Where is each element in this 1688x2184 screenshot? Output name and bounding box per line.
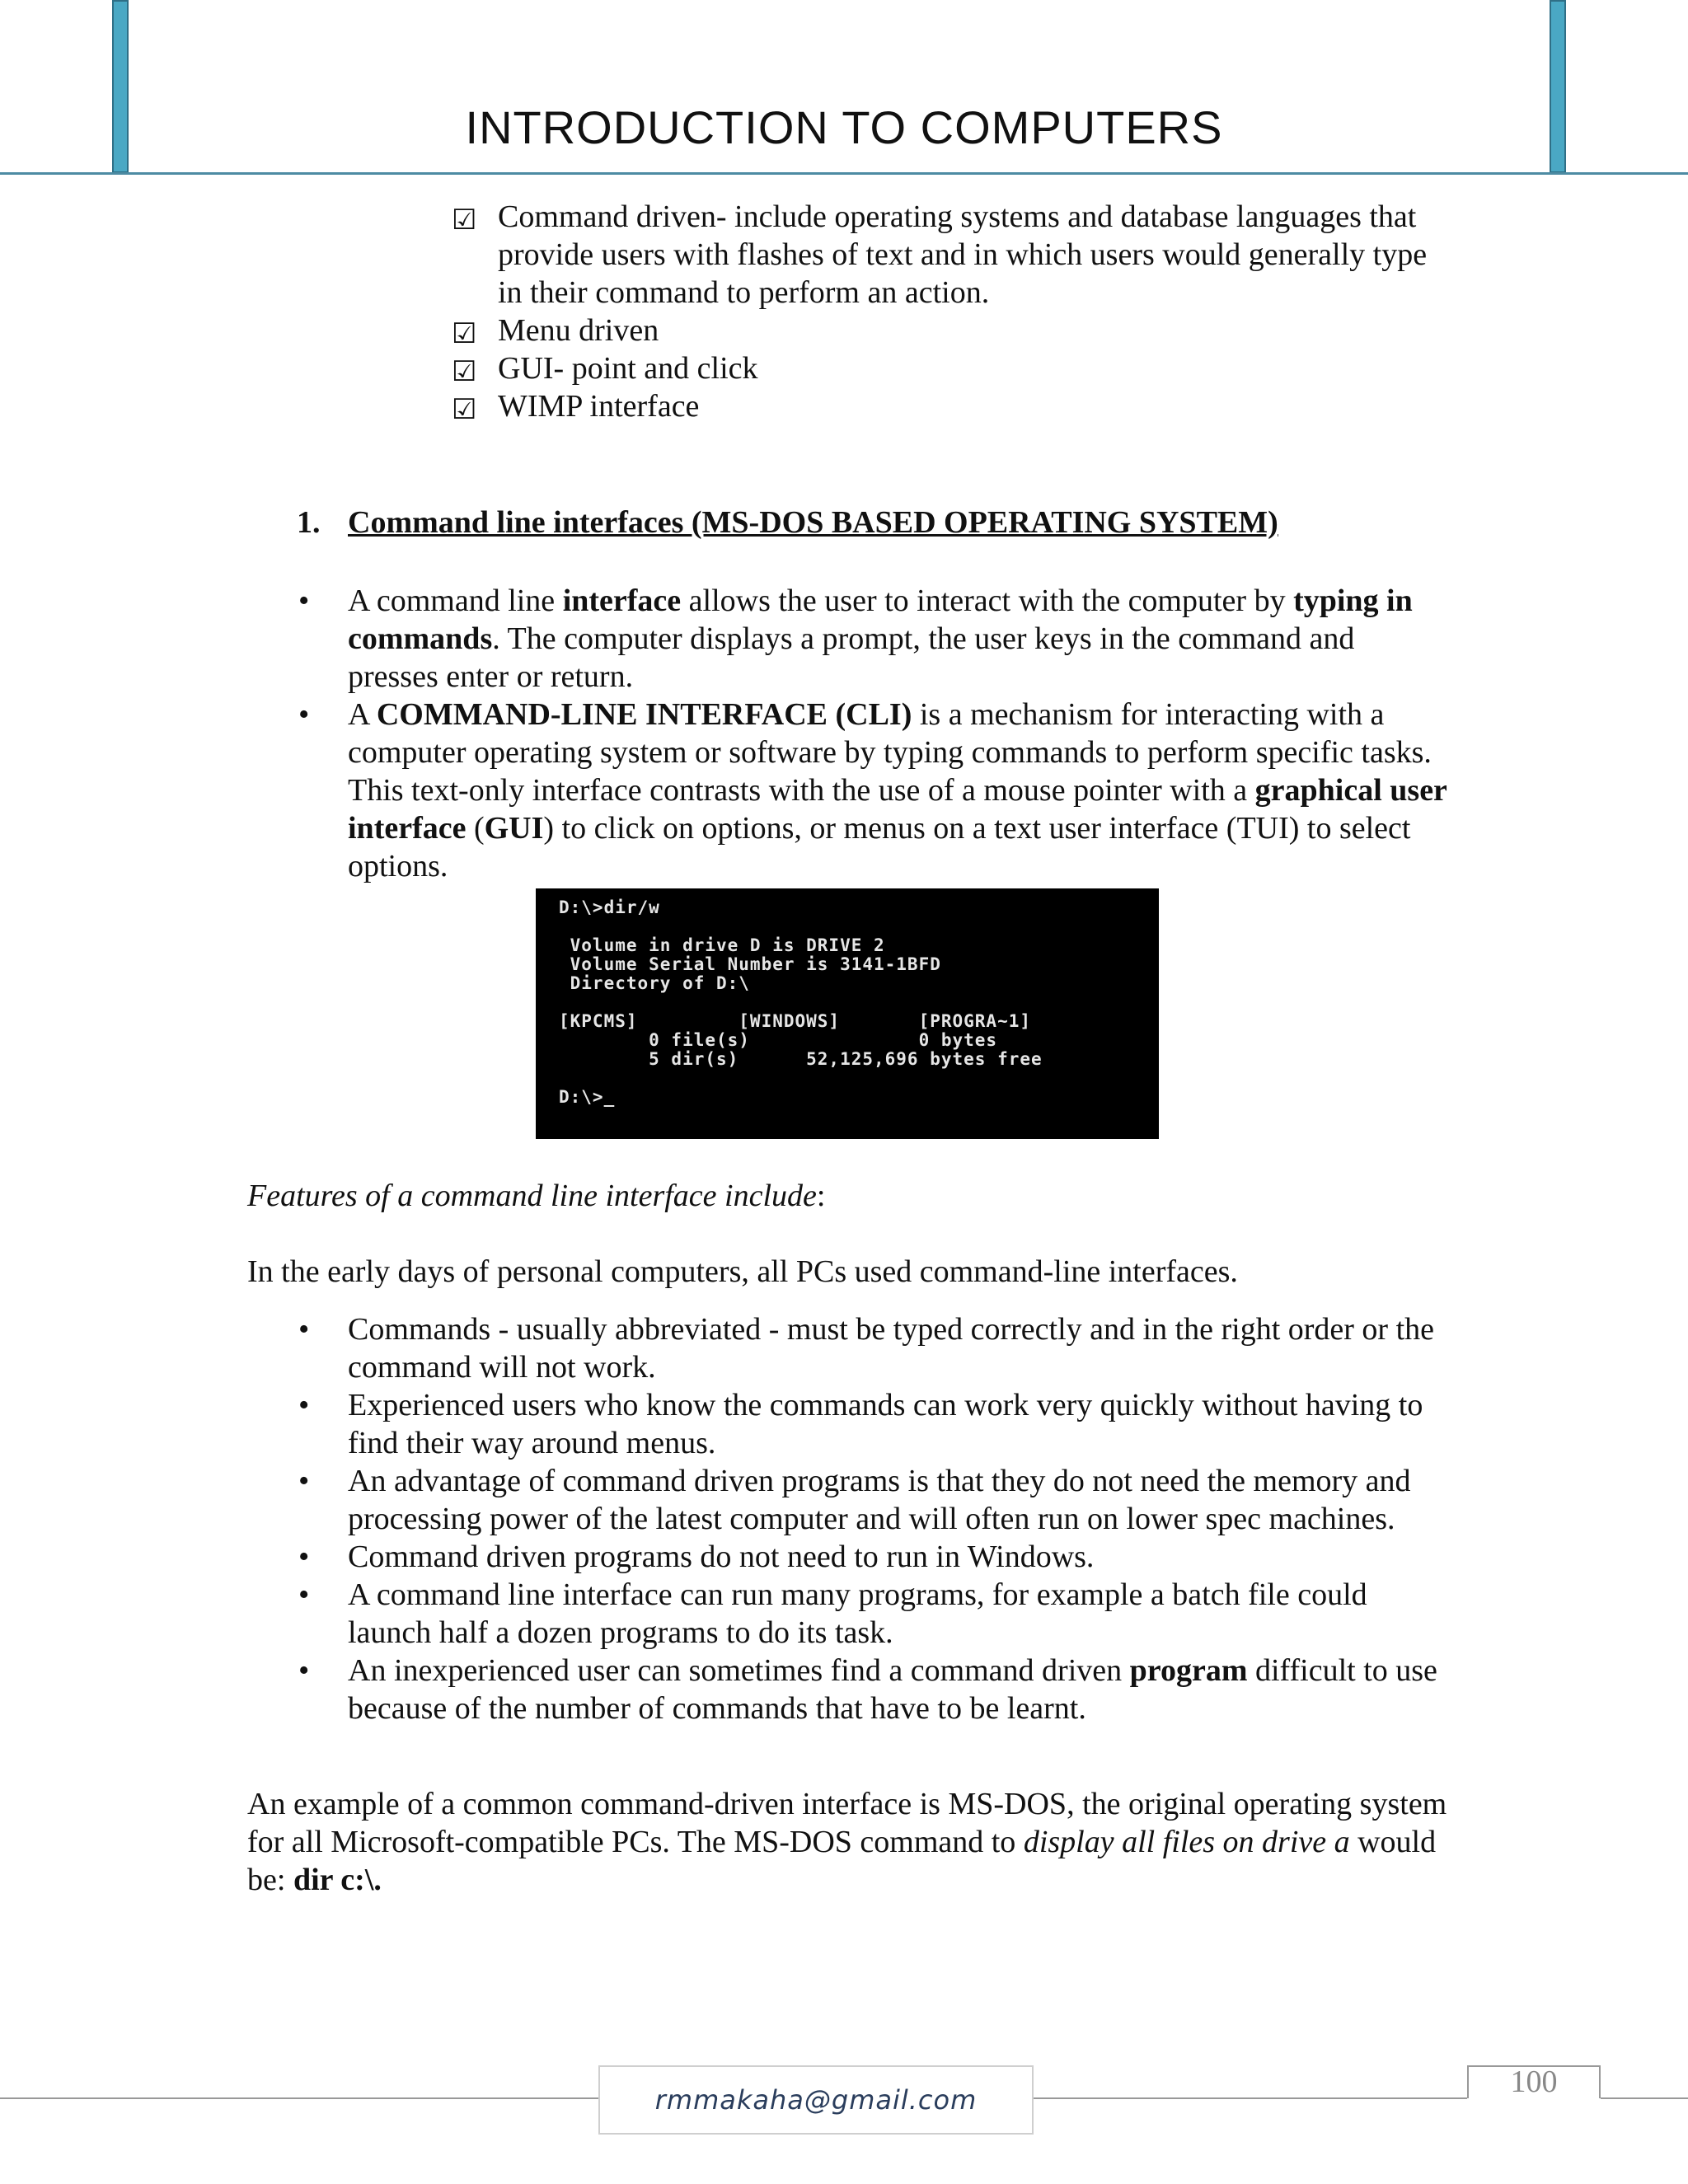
list-item: • Experienced users who know the commands can work very quickly without having to find their way around menus. bbox=[298, 1388, 1423, 1460]
checklist-item: ☑ Command driven- include operating systems and database languages that provide users with flashes of text and in which users would generally type in their command to perform an action. bbox=[452, 199, 1428, 310]
footer-rule-right bbox=[1601, 2097, 1688, 2099]
ms-dos-terminal-screenshot bbox=[536, 888, 1159, 1139]
list-item: • A command line interface allows the user to interact with the computer by typing in commands. The computer displays a prompt, the user keys in the command and presses enter or return. bbox=[298, 583, 1413, 694]
cli-description-list bbox=[298, 582, 1452, 885]
early-days-paragraph: In the early days of personal computers, all PCs used command-line interfaces. bbox=[247, 1254, 1238, 1289]
footer-rule-middle bbox=[1034, 2097, 1467, 2099]
list-item: • A COMMAND-LINE INTERFACE (CLI) is a mechanism for interacting with a computer operating system or software by typing commands to perform specific tasks. This text-only interface contrasts with the use of a mouse pointer with a graphical user interface (GUI) to click on options, or menus on a text user interface (TUI) to select options. bbox=[298, 697, 1447, 883]
section-title: Command line interfaces (MS-DOS BASED OPERATING SYSTEM) bbox=[348, 505, 1278, 540]
checklist-item: ☑ WIMP interface bbox=[452, 387, 1441, 425]
bullet-icon: • bbox=[298, 1388, 310, 1422]
features-list bbox=[298, 1310, 1452, 1727]
checkbox-checked-icon: ☑ bbox=[452, 355, 477, 388]
list-item: • A command line interface can run many programs, for example a batch file could launch half a dozen programs to do its task. bbox=[298, 1577, 1367, 1650]
ms-dos-example-paragraph: An example of a common command-driven interface is MS-DOS, the original operating system for all Microsoft-compatible PCs. The MS-DOS command to display all files on drive a would be: dir c:\. bbox=[247, 1787, 1447, 1897]
checklist-item: ☑ GUI- point and click bbox=[452, 349, 1441, 387]
checkbox-checked-icon: ☑ bbox=[452, 204, 477, 237]
page-number: 100 bbox=[1510, 2064, 1558, 2099]
checkbox-checked-icon: ☑ bbox=[452, 317, 477, 350]
checkbox-checked-icon: ☑ bbox=[452, 393, 477, 426]
footer-rule-left bbox=[0, 2097, 598, 2099]
bullet-icon: • bbox=[298, 1464, 310, 1498]
features-heading: Features of a command line interface include: bbox=[247, 1179, 826, 1213]
section-number: 1. bbox=[297, 505, 321, 540]
list-item: • Command driven programs do not need to run in Windows. bbox=[298, 1540, 1095, 1574]
bullet-icon: • bbox=[298, 1540, 310, 1574]
bullet-icon: • bbox=[298, 1577, 310, 1612]
footer-email: rmmakaha@gmail.com bbox=[598, 2065, 1034, 2135]
bullet-icon: • bbox=[298, 1312, 310, 1347]
list-item: • An inexperienced user can sometimes find a command driven program difficult to use because of the number of commands that have to be learnt. bbox=[298, 1653, 1437, 1726]
list-item: • An advantage of command driven programs is that they do not need the memory and processing power of the latest computer and will often run on lower spec machines. bbox=[298, 1464, 1411, 1536]
interface-types-checklist bbox=[452, 198, 1441, 425]
page-header-title: INTRODUCTION TO COMPUTERS bbox=[465, 101, 1223, 153]
section-heading bbox=[297, 504, 1278, 541]
checklist-item: ☑ Menu driven bbox=[452, 312, 1441, 349]
header-rule bbox=[0, 172, 1688, 175]
bullet-icon: • bbox=[298, 697, 310, 732]
bullet-icon: • bbox=[298, 583, 310, 618]
bullet-icon: • bbox=[298, 1653, 310, 1688]
list-item: • Commands - usually abbreviated - must be typed correctly and in the right order or the command will not work. bbox=[298, 1312, 1435, 1385]
terminal-output: D:\>dir/w Volume in drive D is DRIVE 2 Volume Serial Number is 3141-1BFD Directory of D:\ [KPCMS] [WINDOWS] [PROGRA~1] 0 file(s) 0 bytes 5 dir(s) 52,125,696 bytes free D:\>_ bbox=[559, 898, 1043, 1107]
